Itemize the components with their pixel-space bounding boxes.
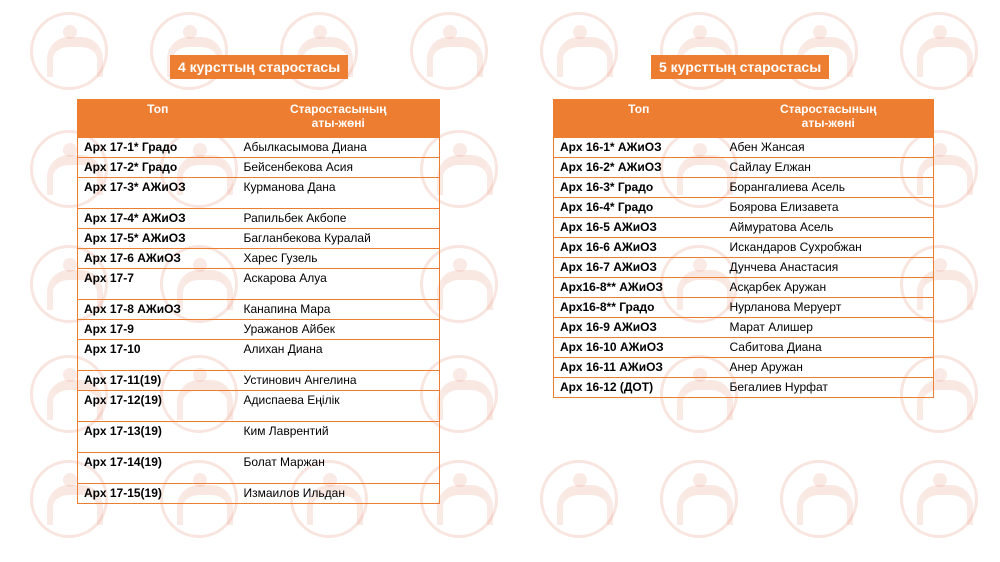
group-cell: Арх 17-4* АЖиОЗ [78,208,238,228]
headman-name-cell: Бегалиев Нурфат [724,377,934,397]
column-header-name-line1: Старостасының [289,102,387,116]
table-row [78,137,440,157]
headman-name-cell: Марат Алишер [724,317,934,337]
table-row [78,208,440,228]
headman-name-cell: Алихан Диана [238,339,440,370]
column-header-name [724,99,934,137]
headman-name-cell: Аскарова Алуа [238,268,440,299]
table-row [78,299,440,319]
table-row [78,421,440,452]
column-header-name-line2: аты-жөні [801,116,855,130]
group-cell: Арх 17-7 [78,268,238,299]
group-cell: Арх 17-15(19) [78,483,238,503]
group-cell: Арх 17-1* Градо [78,137,238,157]
table-row [78,339,440,370]
table-row [78,228,440,248]
group-cell: Арх 16-2* АЖиОЗ [554,157,724,177]
headman-name-cell: Устинович Ангелина [238,370,440,390]
table-row [554,337,934,357]
left-table-title: 4 курсттың старостасы [170,55,348,79]
university-seal-icon [780,460,858,538]
headman-name-cell: Канапина Мара [238,299,440,319]
university-seal-icon [410,12,488,90]
university-seal-icon [540,12,618,90]
column-header-name-line1: Старостасының [779,102,877,116]
course4-headmen-table [77,99,440,504]
university-seal-icon [900,12,978,90]
headman-name-cell: Анер Аружан [724,357,934,377]
headman-name-cell: Измаилов Ильдан [238,483,440,503]
group-cell: Арх 17-2* Градо [78,157,238,177]
table-row [554,297,934,317]
table-row [78,483,440,503]
column-header-group: Топ [78,99,238,137]
university-seal-icon [540,460,618,538]
headman-name-cell: Дунчева Анастасия [724,257,934,277]
headman-name-cell: Борангалиева Асель [724,177,934,197]
right-table-title: 5 курсттың старостасы [651,55,829,79]
group-cell: Арх 16-6 АЖиОЗ [554,237,724,257]
headman-name-cell: Уражанов Айбек [238,319,440,339]
table-row [554,137,934,157]
headman-name-cell: Аймуратова Асель [724,217,934,237]
headman-name-cell: Болат Маржан [238,452,440,483]
group-cell: Арх 16-11 АЖиОЗ [554,357,724,377]
group-cell: Арх 16-3* Градо [554,177,724,197]
group-cell: Арх 17-3* АЖиОЗ [78,177,238,208]
headman-name-cell: Искандаров Сухробжан [724,237,934,257]
table-row [554,217,934,237]
table-row [78,390,440,421]
group-cell: Арх16-8** АЖиОЗ [554,277,724,297]
table-row [554,197,934,217]
headman-name-cell: Сабитова Диана [724,337,934,357]
table-row [78,268,440,299]
group-cell: Арх 16-5 АЖиОЗ [554,217,724,237]
headman-name-cell: Адиспаева Еңілік [238,390,440,421]
headman-name-cell: Абылкасымова Диана [238,137,440,157]
university-seal-icon [30,12,108,90]
table-row [554,317,934,337]
university-seal-icon [900,460,978,538]
table-row [554,357,934,377]
group-cell: Арх 16-10 АЖиОЗ [554,337,724,357]
university-seal-icon [660,460,738,538]
group-cell: Арх 17-5* АЖиОЗ [78,228,238,248]
table-row [78,452,440,483]
group-cell: Арх 17-10 [78,339,238,370]
group-cell: Арх 17-14(19) [78,452,238,483]
headman-name-cell: Сайлау Елжан [724,157,934,177]
headman-name-cell: Багланбекова Куралай [238,228,440,248]
table-row [78,157,440,177]
group-cell: Арх 16-4* Градо [554,197,724,217]
group-cell: Арх 17-13(19) [78,421,238,452]
group-cell: Арх 17-9 [78,319,238,339]
headman-name-cell: Бейсенбекова Асия [238,157,440,177]
group-cell: Арх16-8** Градо [554,297,724,317]
headman-name-cell: Ким Лаврентий [238,421,440,452]
table-row [554,377,934,397]
headman-name-cell: Курманова Дана [238,177,440,208]
table-row [78,177,440,208]
headman-name-cell: Асқарбек Аружан [724,277,934,297]
column-header-group: Топ [554,99,724,137]
group-cell: Арх 17-8 АЖиОЗ [78,299,238,319]
group-cell: Арх 16-9 АЖиОЗ [554,317,724,337]
headman-name-cell: Рапильбек Акбопе [238,208,440,228]
group-cell: Арх 17-6 АЖиОЗ [78,248,238,268]
table-row [554,177,934,197]
course5-headmen-table [553,99,934,398]
group-cell: Арх 17-12(19) [78,390,238,421]
group-cell: Арх 16-7 АЖиОЗ [554,257,724,277]
table-row [78,370,440,390]
group-cell: Арх 16-1* АЖиОЗ [554,137,724,157]
headman-name-cell: Абен Жансая [724,137,934,157]
table-row [554,277,934,297]
table-row [78,319,440,339]
headman-name-cell: Боярова Елизавета [724,197,934,217]
table-row [554,157,934,177]
group-cell: Арх 16-12 (ДОТ) [554,377,724,397]
table-row [554,257,934,277]
column-header-name [238,99,440,137]
group-cell: Арх 17-11(19) [78,370,238,390]
table-row [554,237,934,257]
column-header-name-line2: аты-жөні [311,116,365,130]
headman-name-cell: Нурланова Меруерт [724,297,934,317]
table-row [78,248,440,268]
headman-name-cell: Харес Гузель [238,248,440,268]
